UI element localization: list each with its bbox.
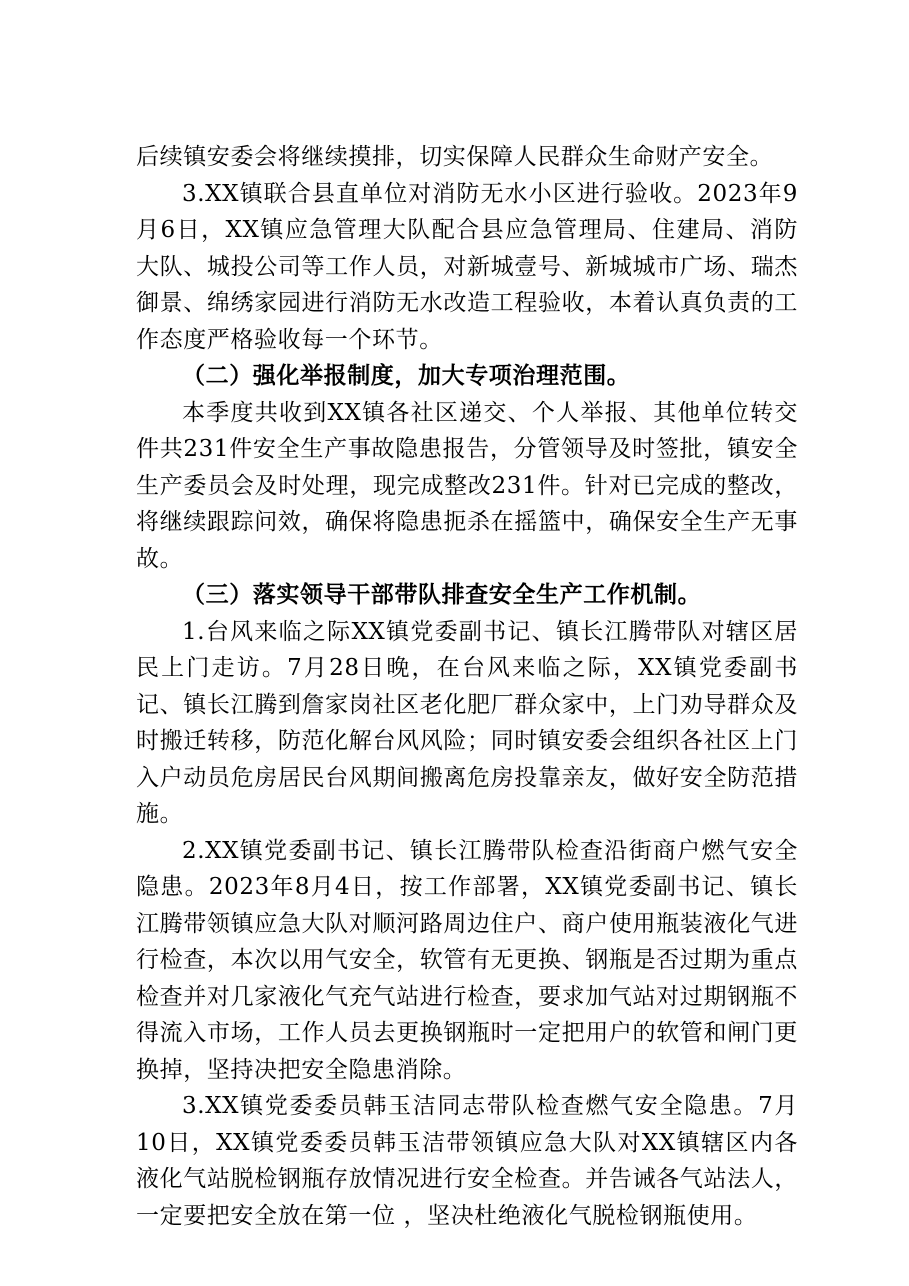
section-heading-reporting: （二）强化举报制度，加大专项治理范围。 [182, 362, 631, 389]
paragraph-continuation: 后续镇安委会将继续摸排，切实保障人民群众生命财产安全。 [136, 144, 774, 170]
paragraph-reports-received: 本季度共收到XX镇各社区递交、个人举报、其他单位转交件共231件安全生产事故隐患报告，分管领导及时签批，镇安全生产委员会及时处理，现完成整改231件。针对已完成的整改，将继续跟踪问效，确保将隐患扼杀在摇篮中，确保安全生产无事故。 [136, 399, 798, 572]
paragraph-gas-inspection-merchants: 2.XX镇党委副书记、镇长江腾带队检查沿街商户燃气安全隐患。2023年8月4日，按工作部署，XX镇党委副书记、镇长江腾带领镇应急大队对顺河路周边住户、商户使用瓶装液化气进行检查，本次以用气安全，软管有无更换、钢瓶是否过期为重点检查并对几家液化气充气站进行检查，要求加气站对过期钢瓶不得流入市场，工作人员去更换钢瓶时一定把用户的软管和闸门更换掉，坚持决把安全隐患消除。 [136, 837, 798, 1083]
paragraph-typhoon-visit: 1.台风来临之际XX镇党委副书记、镇长江腾带队对辖区居民上门走访。7月28日晚，在台风来临之际，XX镇党委副书记、镇长江腾到詹家岗社区老化肥厂群众家中，上门劝导群众及时搬迁转移，防范化解台风风险；同时镇安委会组织各社区上门入户动员危房居民台风期间搬离危房投靠亲友，做好安全防范措施。 [136, 618, 798, 827]
document-page [136, 139, 798, 1234]
paragraph-gas-station-inspection: 3.XX镇党委委员韩玉洁同志带队检查燃气安全隐患。7月10日，XX镇党委委员韩玉洁带领镇应急大队对XX镇辖区内各液化气站脱检钢瓶存放情况进行安全检查。并告诫各气站法人，一定要把安全放在第一位 ，坚决杜绝液化气脱检钢瓶使用。 [136, 1093, 798, 1229]
paragraph-acceptance-inspection: 3.XX镇联合县直单位对消防无水小区进行验收。2023年9月6日，XX镇应急管理大队配合县应急管理局、住建局、消防大队、城投公司等工作人员，对新城壹号、新城城市广场、瑞杰御景、绵绣家园进行消防无水改造工程验收，本着认真负责的工作态度严格验收每一个环节。 [136, 180, 798, 353]
section-heading-leadership: （三）落实领导干部带队排查安全生产工作机制。 [182, 581, 702, 608]
